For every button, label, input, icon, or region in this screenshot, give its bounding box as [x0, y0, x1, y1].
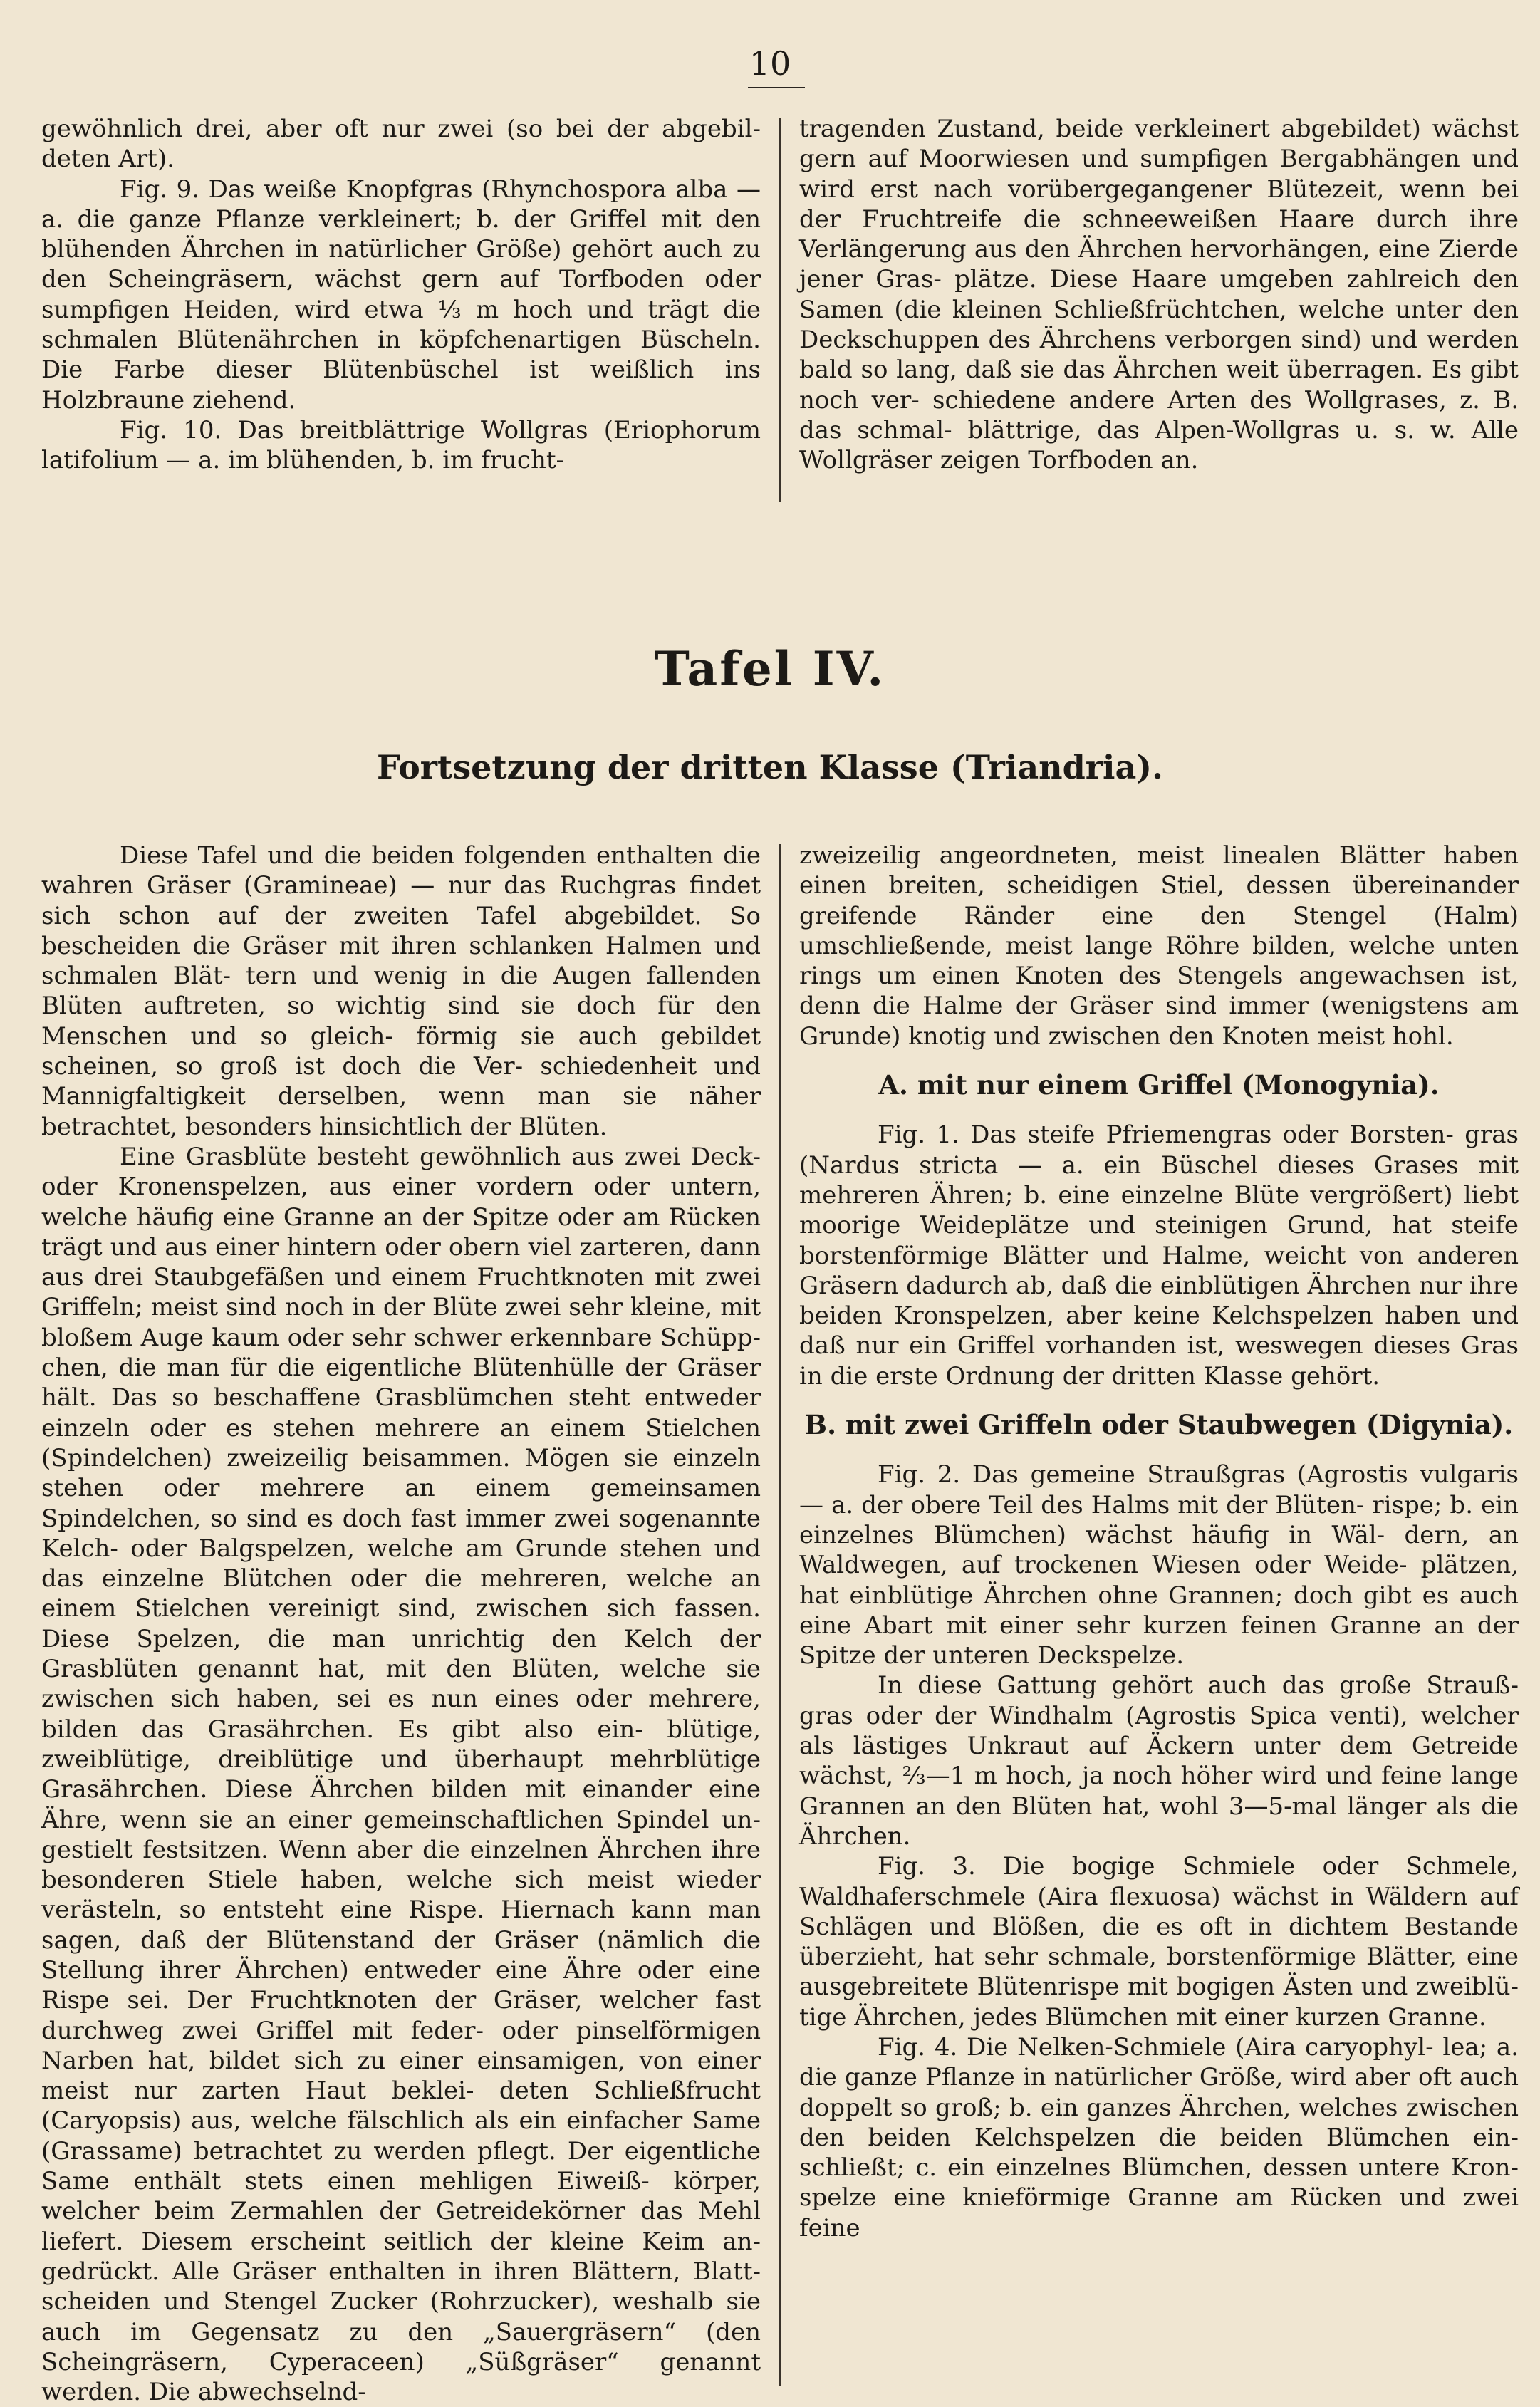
paragraph-fig-4: Fig. 4. Die Nelken-Schmiele (Aira caryophyl- lea; a. die ganze Pflanze in natürlicher Größe, wird aber oft auch doppelt so groß; b. ein ganzes Ährchen, welches zwischen den beiden Kelchspelzen die beiden Blümchen ein- schließt; c. ein einzelnes Blümchen, dessen untere Kron- spelze eine knieförmige Granne am Rücken und zwei feine — [799, 2032, 1519, 2242]
plate-subtitle: Fortsetzung der dritten Klasse (Triandria). — [376, 748, 1164, 786]
plate-title: Tafel IV. — [654, 641, 886, 697]
bottom-left-column — [41, 841, 761, 2407]
paragraph-fig-1: Fig. 1. Das steife Pfriemengras oder Borsten- gras (Nardus stricta — a. ein Büschel dieses Grases mit mehreren Ähren; b. eine einzelne Blüte vergrößert) liebt moorige Weideplätze und steinigen Grund, hat steife borstenförmige Blätter und Halme, weicht von anderen Gräsern dadurch ab, daß die einblütigen Ährchen nur ihre beiden Kronspelzen, aber keine Kelchspelzen haben und daß nur ein Griffel vorhanden ist, weswegen dieses Gras in die erste Ordnung der dritten Klasse gehört. — [799, 1121, 1519, 1390]
paragraph: gewöhnlich drei, aber oft nur zwei (so bei der abgebil- deten Art). — [41, 115, 761, 174]
top-left-column — [41, 114, 761, 476]
paragraph-fig-10: Fig. 10. Das breitblättrige Wollgras (Eriophorum latifolium — a. im blühenden, b. im frucht- — [41, 415, 761, 475]
paragraph-fig-2: Fig. 2. Das gemeine Straußgras (Agrostis vulgaris — a. der obere Teil des Halms mit der Blüten- rispe; b. ein einzelnes Blümchen) wächst häufig in Wäl- dern, an Waldwegen, auf trockenen Wiesen oder Weide- plätzen, hat einblütige Ährchen ohne Grannen; doch gibt es auch eine Abart mit einer sehr kurzen feinen Granne an der Spitze der unteren Deckspelze. — [799, 1460, 1519, 1670]
paragraph-intro: Diese Tafel und die beiden folgenden enthalten die wahren Gräser (Gramineae) — nur das Ruchgras findet sich schon auf der zweiten Tafel abgebildet. So bescheiden die Gräser mit ihren schlanken Halmen und schmalen Blät- tern und wenig in die Augen fallenden Blüten auftreten, so wichtig sind sie doch für den Menschen und so gleich- förmig sie auch gebildet scheinen, so groß ist doch die Ver- schiedenheit und Mannigfaltigkeit derselben, wenn man sie näher betrachtet, besonders hinsichtlich der Blüten. — [41, 841, 761, 1141]
paragraph: zweizeilig angeordneten, meist linealen Blätter haben einen breiten, scheidigen Stiel, dessen übereinander greifende Ränder eine den Stengel (Halm) umschließende, meist lange Röhre bilden, welche unten rings um einen Knoten des Stengels angewachsen ist, denn die Halme der Gräser sind immer (wenigstens am Grunde) knotig und zwischen den Knoten meist hohl. — [799, 841, 1519, 1051]
column-divider-top — [779, 118, 781, 502]
section-heading-b: B. mit zwei Griffeln oder Staubwegen (Digynia). — [804, 1409, 1514, 1441]
paragraph-fig-3: Fig. 3. Die bogige Schmiele oder Schmele, Waldhaferschmele (Aira flexuosa) wächst in Wäldern auf Schlägen und Blößen, die es oft in dichtem Bestande überzieht, hat sehr schmale, borstenförmige Blätter, eine ausgebreitete Blütenrispe mit bogigen Ästen und zweiblü- tige Ährchen, jedes Blümchen mit einer kurzen Granne. — [799, 1852, 1519, 2032]
page-number: 10 — [749, 44, 791, 83]
paragraph-grasblute: Eine Grasblüte besteht gewöhnlich aus zwei Deck- oder Kronenspelzen, aus einer vordern oder untern, welche häufig eine Granne an der Spitze oder am Rücken trägt und aus einer hintern oder obern viel zarteren, dann aus drei Staubgefäßen und einem Fruchtknoten mit zwei Griffeln; meist sind noch in der Blüte zwei sehr kleine, mit bloßem Auge kaum oder sehr schwer erkennbare Schüpp- chen, die man für die eigentliche Blütenhülle der Gräser hält. Das so beschaffene Grasblümchen steht entweder einzeln oder es stehen mehrere an einem Stielchen (Spindelchen) zweizeilig beisammen. Mögen sie einzeln stehen oder mehrere an einem gemeinsamen Spindelchen, so sind es doch fast immer zwei sogenannte Kelch- oder Balgspelzen, welche am Grunde stehen und das einzelne Blütchen oder die mehreren, welche an einem Stielchen vereinigt sind, zwischen sich fassen. Diese Spelzen, die man unrichtig den Kelch der Grasblüten genannt hat, mit den Blüten, welche sie zwischen sich haben, sei es nun eines oder mehrere, bilden das Grasährchen. Es gibt also ein- blütige, zweiblütige, dreiblütige und überhaupt mehrblütige Grasährchen. Diese Ährchen bilden mit einander eine Ähre, wenn sie an einer gemeinschaftlichen Spindel un- gestielt festsitzen. Wenn aber die einzelnen Ährchen ihre besonderen Stiele haben, welche sich meist wieder verästeln, so entsteht eine Rispe. Hiernach kann man sagen, daß der Blütenstand der Gräser (nämlich die Stellung ihrer Ährchen) entweder eine Ähre oder eine Rispe sei. Der Fruchtknoten der Gräser, welcher fast durchweg zwei Griffel mit feder- oder pinselförmigen Narben hat, bildet sich zu einer einsamigen, von einer meist nur zarten Haut beklei- deten Schließfrucht (Caryopsis) aus, welche fälschlich als ein einfacher Same (Grassame) betrachtet zu werden pflegt. Der eigentliche Same enthält stets einen mehligen Eiweiß- körper, welcher beim Zermahlen der Getreidekörner das Mehl liefert. Diesem erscheint seitlich der kleine Keim an- gedrückt. Alle Gräser enthalten in ihren Blättern, Blatt- scheiden und Stengel Zucker (Rohrzucker), weshalb sie auch im Gegensatz zu den „Sauergräsern“ (den Scheingräsern, Cyperaceen) „Süßgräser“ genannt werden. Die abwechselnd- — [41, 1142, 761, 2407]
page-number-rule — [748, 87, 805, 88]
paragraph-fig-2b: In diese Gattung gehört auch das große Strauß- gras oder der Windhalm (Agrostis Spica venti), welcher als lästiges Unkraut auf Äckern unter dem Getreide wächst, ⅔—1 m hoch, ja noch höher wird und feine lange Grannen an den Blüten hat, wohl 3—5-mal länger als die Ährchen. — [799, 1671, 1519, 1851]
column-divider-bottom — [779, 844, 781, 2386]
section-heading-a: A. mit nur einem Griffel (Monogynia). — [878, 1069, 1440, 1101]
bottom-right-column — [799, 841, 1519, 2243]
paragraph-fig-9: Fig. 9. Das weiße Knopfgras (Rhynchospora alba — a. die ganze Pflanze verkleinert; b. der Griffel mit den blühenden Ährchen in natürlicher Größe) gehört auch zu den Scheingräsern, wächst gern auf Torfboden oder sumpfigen Heiden, wird etwa ⅓ m hoch und trägt die schmalen Blütenährchen in köpfchenartigen Büscheln. Die Farbe dieser Blütenbüschel ist weißlich ins Holzbraune ziehend. — [41, 175, 761, 415]
top-right-column — [799, 114, 1519, 476]
paragraph: tragenden Zustand, beide verkleinert abgebildet) wächst gern auf Moorwiesen und sumpfigen Bergabhängen und wird erst nach vorübergegangener Blütezeit, wenn bei der Fruchtreife die schneeweißen Haare durch ihre Verlängerung aus den Ährchen hervorhängen, eine Zierde jener Gras- plätze. Diese Haare umgeben zahlreich den Samen (die kleinen Schließfrüchtchen, welche unter den Deckschuppen des Ährchens verborgen sind) und werden bald so lang, daß sie das Ährchen weit überragen. Es gibt noch ver- schiedene andere Arten des Wollgrases, z. B. das schmal- blättrige, das Alpen-Wollgras u. s. w. Alle Wollgräser zeigen Torfboden an. — [799, 115, 1519, 475]
